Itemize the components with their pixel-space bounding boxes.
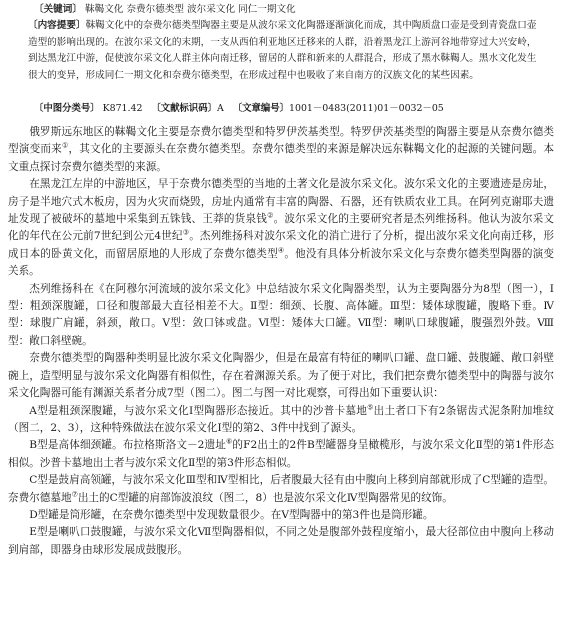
paragraph bbox=[8, 176, 554, 280]
paragraph-text: 出土的C型罐的肩部饰波浪纹（图二，8）也是波尔采文化Ⅳ型陶器常见的纹饰。 bbox=[77, 491, 453, 504]
paragraph: 杰列维扬科在《在阿穆尔河流域的波尔采文化》中总结波尔采文化陶器类型，认为主要陶器分为8型（图一），Ⅰ型：粗颈深腹罐，口径和腹部最大直径相差不大。Ⅱ型：细颈、长腹、高体罐。Ⅲ型：矮体球腹罐，腹略下垂。Ⅳ型：球腹广肩罐，斜颈，敞口。Ⅴ型：敛口钵或盘。Ⅵ型：矮体大口罐。Ⅶ型：喇叭口球腹罐，腹强烈外鼓。Ⅷ型：敞口斜壁碗。 bbox=[8, 282, 554, 347]
abstract-block bbox=[28, 18, 544, 84]
footnote-ref: ⑦ bbox=[71, 490, 78, 498]
paragraph bbox=[8, 403, 554, 438]
paragraph-text: 。波尔采文化的主要研究者是杰列维扬科。他认为波尔采文化的年代在公元前7世纪到公元4世纪 bbox=[8, 213, 555, 243]
article-body bbox=[8, 124, 554, 559]
footnote-ref: ① bbox=[61, 141, 69, 150]
paragraph-text: 。杰列维扬科对波尔采文化的消亡进行了分析，提出波尔采文化向南迁移，形成日本的卧黄文化，而留居原地的人形成了奈费尔德类型 bbox=[8, 230, 554, 260]
clc-tag: 〔中图分类号〕 bbox=[34, 103, 100, 114]
abstract-text: 靺鞨文化中的奈费尔德类型陶器主要是从波尔采文化陶器逐渐演化而成，其中陶质盘口壶是受到青瓷盘口壶造型的影响出现的。在波尔采文化的末期，一支从西伯利亚地区迁移来的人群，沿着黑龙江上游河谷地带穿过大兴安岭，到达黑龙江中游，促使波尔采文化人群主体向南迁移，留居的人群和新来的人群混合，形成了黑水靺鞨人。黑水文化发生很大的变异，形成同仁一期文化和奈费尔德类型，在形成过程中也吸收了来自南方的汉族文化的某些因素。 bbox=[28, 20, 537, 81]
paragraph: 奈费尔德类型的陶器种类明显比波尔采文化陶器少，但是在最富有特征的喇叭口罐、盘口罐、鼓腹罐、敞口斜壁碗上，造型明显与波尔采文化陶器有相似性，存在着渊源关系。为了便于对比，我们把奈费尔德类型中的陶器与波尔采文化陶器可能有渊源关系者分成7型（图二）。图二与图一对比观察，可得出如下重要认识： bbox=[8, 352, 554, 400]
paragraph-text: 。他没有具体分析波尔采文化与奈费尔德类型陶器的演变关系。 bbox=[8, 247, 555, 278]
abstract-tag: 〔内容提要〕 bbox=[28, 20, 86, 31]
keywords-text: 靺鞨文化 奈费尔德类型 波尔采文化 同仁一期文化 bbox=[85, 4, 296, 15]
paragraph-text: B型是高体细颈罐。布拉格斯洛文－2遗址 bbox=[29, 439, 226, 452]
doc-code: A bbox=[217, 103, 224, 114]
footnote-ref: ⑤ bbox=[367, 402, 374, 411]
clc-code: K871.42 bbox=[102, 103, 143, 114]
doc-code-tag: 〔文献标识码〕 bbox=[151, 103, 218, 114]
article-number-tag: 〔文章编号〕 bbox=[232, 103, 290, 114]
paragraph-text: 俄罗斯远东地区的靺鞨文化主要是奈费尔德类型和特罗伊茨基类型。特罗伊茨基类型的陶器主要是从奈费尔德类型演变而来 bbox=[8, 126, 554, 156]
paragraph-text: ，其文化的主要源头在奈费尔德类型。奈费尔德类型的来源是解决远东靺鞨文化的起源的关键问题。本文重点探讨奈费尔德类型的来源。 bbox=[8, 143, 555, 173]
paragraph bbox=[8, 472, 554, 507]
paragraph: E型是喇叭口鼓腹罐，与波尔采文化Ⅶ型陶器相似，不同之处是腹部外鼓程度缩小，最大径部位由中腹向上移动到肩部，即器身由球形发展成鼓腹形。 bbox=[8, 526, 554, 556]
paragraph-text: 出土者口下有2条锯齿式泥条附加堆纹（图二，2、3），这种特殊做法在波尔采文化Ⅰ型的第2、3件中找到了源头。 bbox=[8, 404, 554, 434]
paragraph-text: 的F2出土的2件B型罐器身呈橄榄形，与波尔采文化Ⅱ型的第1件形态相似。沙普卡墓地出土者与波尔采文化Ⅱ型的第3件形态相似。 bbox=[8, 439, 554, 469]
footnote-ref: ④ bbox=[277, 246, 285, 255]
paragraph bbox=[8, 124, 554, 176]
paragraph: D型罐是筒形罐，在奈费尔德类型中发现数量很少。在Ⅴ型陶器中的第3件也是筒形罐。 bbox=[29, 508, 434, 521]
article-number: 1001－0483(2011)01－0032－05 bbox=[289, 103, 444, 114]
keywords-line bbox=[34, 2, 550, 19]
classification-line bbox=[34, 101, 550, 118]
footnote-ref: ② bbox=[267, 211, 274, 220]
footnote-ref: ⑥ bbox=[225, 437, 233, 446]
paragraph bbox=[8, 437, 554, 472]
paragraph-text: 在黑龙江左岸的中游地区，早于奈费尔德类型的当地的土著文化是波尔采文化。波尔采文化的主要遗迹是房址，房子是半地穴式木板房，因为火灾而烧毁，房址内通常有丰富的陶器、石器，还有铁质农业工具。在阿列克谢耶夫遗址发现了被破坏的墓地中采集到五铢钱、王莽的货泉钱 bbox=[8, 178, 554, 226]
footnote-ref: ③ bbox=[182, 228, 190, 237]
paragraph-text: A型是粗颈深腹罐，与波尔采文化Ⅰ型陶器形态接近。其中的沙普卡墓地 bbox=[29, 404, 368, 417]
paragraph-text: C型是鼓肩高领罐，与波尔采文化Ⅲ型和Ⅳ型相比，后者腹最大径有由中腹向上移到肩部就形成了C型罐的造型。奈费尔德墓地 bbox=[8, 474, 554, 504]
keywords-tag: 〔关键词〕 bbox=[34, 4, 82, 15]
